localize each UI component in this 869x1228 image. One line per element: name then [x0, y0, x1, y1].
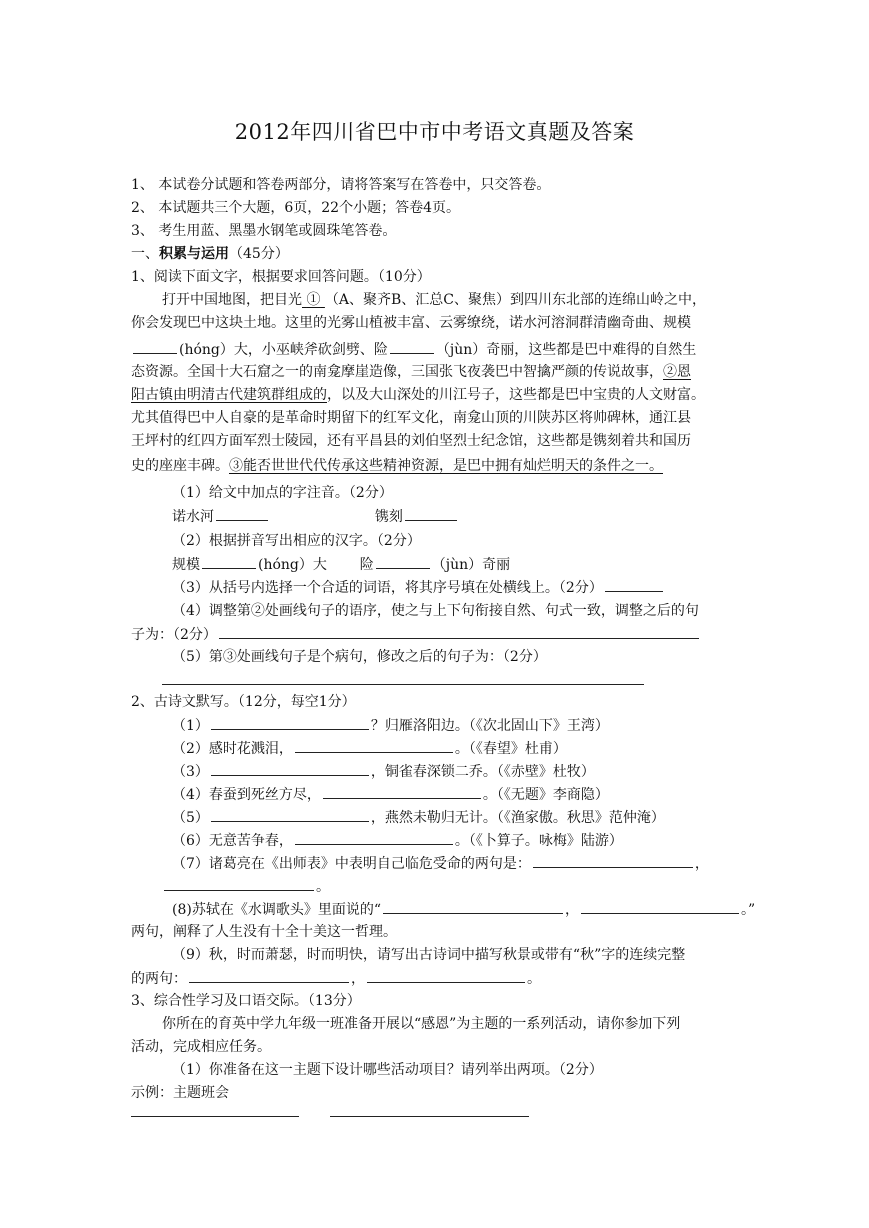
q1-heading: 1、阅读下面文字，根据要求回答问题。（10分） [131, 269, 431, 285]
poem-line-3 [172, 760, 782, 784]
poem-text: 。 [316, 879, 330, 895]
poem-line-8b: 两句，阐释了人生没有十全十美这一哲理。 [131, 924, 397, 940]
passage-line-3 [131, 338, 741, 362]
poem-num: （5） [172, 810, 209, 826]
pinyin-jun: （jùn）奇丽 [431, 557, 511, 573]
passage-line-7: 王坪村的红四方面军烈士陵园，还有平昌县的刘伯坚烈士纪念馆，这些都是镌刻着共和国历 [131, 433, 691, 449]
note-3: 3、 考生用蓝、黑墨水钢笔或圆珠笔答卷。 [131, 223, 397, 239]
underlined-sentence-3: ③能否世世代代传承这些精神资源，是巴中拥有灿烂明天的条件之一。 [229, 458, 663, 474]
subq-4-answer [131, 623, 741, 647]
section-heading [131, 243, 741, 266]
poem-line-7b [162, 875, 772, 899]
poem-blank[interactable] [211, 760, 369, 776]
poem-text: 的两句： [131, 971, 187, 987]
poem-blank[interactable] [211, 806, 369, 822]
poem-blank[interactable] [189, 967, 349, 983]
poem-line-4 [172, 783, 782, 807]
page-title: 2012年四川省巴中市中考语文真题及答案 [234, 120, 635, 144]
answer-line-activity-1[interactable] [131, 1116, 299, 1117]
q3-subq-1-score: （2分） [558, 1062, 603, 1078]
poem-text: (8)苏轼在《水调歌头》里面说的“ [172, 902, 381, 918]
poem-text: （6）无意苦争春， [172, 833, 293, 849]
passage-line-4 [131, 361, 741, 384]
q3-example: 示例：主题班会 [131, 1085, 229, 1101]
q2-heading: 2、古诗文默写。（12分，每空1分） [131, 694, 356, 710]
poem-blank[interactable] [164, 875, 314, 891]
poem-text: （2）感时花溅泪， [172, 741, 293, 757]
blank-1-number: ① [306, 292, 321, 308]
poem-blank[interactable] [533, 852, 693, 868]
pinyin-hong: (hóng）大 [258, 557, 327, 573]
poem-text: ， [694, 856, 709, 872]
pinyin-blank-hong[interactable] [133, 338, 177, 354]
poem-text: 。” [741, 902, 756, 918]
poem-text: ，铜雀春深锁二乔。（《赤壁》杜牧） [370, 764, 595, 780]
subq-1-answers [172, 505, 782, 529]
subq-3-text: （3）从括号内选择一个合适的词语，将其序号填在处横线上。（2分） [172, 580, 603, 596]
subq-4: （4）调整第②处画线句子的语序，使之与上下句衔接自然、句式一致，调整之后的句 [172, 603, 699, 619]
poem-blank[interactable] [295, 737, 453, 753]
q3-subq-1 [172, 1059, 782, 1082]
poem-line-8 [172, 898, 782, 922]
answer-blank-jun[interactable] [376, 553, 430, 569]
poem-text: ， [351, 971, 365, 987]
poem-line-2 [172, 737, 782, 761]
passage-text: 史的座座丰碑。 [131, 458, 229, 474]
section-label: 积累与运用 [159, 246, 229, 262]
answer-blank-q3[interactable] [605, 576, 663, 592]
q3-heading: 3、综合性学习及口语交际。（13分） [131, 993, 361, 1009]
poem-line-1 [172, 714, 782, 738]
pinyin-blank-jun[interactable] [390, 338, 434, 354]
poem-line-6 [172, 829, 782, 853]
note-2: 2、 本试题共三个大题，6页，22个小题；答卷4页。 [131, 200, 460, 216]
passage-line-1 [162, 289, 772, 312]
answer-line-activity-2[interactable] [330, 1116, 529, 1117]
blank-1-marker [302, 292, 325, 308]
underlined-sentence-2: 阳古镇由明清古代建筑群组成的 [131, 387, 327, 403]
poem-text: （4）春蚕到死丝方尽， [172, 787, 321, 803]
poem-line-9: （9）秋，时而萧瑟，时而明快，请写出古诗词中描写秋景或带有“秋”字的连续完整 [172, 947, 686, 963]
poem-blank[interactable] [367, 967, 525, 983]
poem-line-7 [172, 852, 782, 876]
poem-text: 。（《卜算子。咏梅》陆游） [454, 833, 623, 849]
subq-4-text: 子为：（2分） [131, 627, 217, 643]
underlined-sentence-2: ②恩 [663, 364, 691, 380]
poem-blank[interactable] [323, 783, 481, 799]
q3-paragraph-2: 活动，完成相应任务。 [131, 1039, 271, 1055]
passage-text: 打开中国地图，把目光 [162, 292, 302, 308]
section-score: （45分） [229, 246, 289, 262]
poem-line-9b [131, 967, 741, 991]
poem-text: ，燕然未勒归无计。（《渔家傲。秋思》范仲淹） [370, 810, 665, 826]
subq-3 [172, 576, 782, 600]
q3-subq-1-text: （1）你准备在这一主题下设计哪些活动项目？请列举出两项。 [172, 1062, 559, 1078]
passage-line-5 [131, 384, 741, 407]
poem-text: ？归雁洛阳边。（《次北固山下》王湾） [370, 718, 609, 734]
note-1: 1、 本试卷分试题和答卷两部分，请将答案写在答卷中，只交答卷。 [131, 177, 551, 193]
passage-text: (hóng）大，小巫峡斧砍剑劈、险 [179, 342, 388, 358]
poem-text: 。（《无题》李商隐） [482, 787, 609, 803]
poem-text: 。（《春望》杜甫） [454, 741, 567, 757]
passage-text: 态资源。全国十大石窟之一的南龛摩崖造像，三国张飞夜袭巴中智擒严颜的传说故事， [131, 364, 663, 380]
subq-2: （2）根据拼音写出相应的汉字。（2分） [172, 533, 421, 549]
passage-line-6: 尤其值得巴中人自豪的是革命时期留下的红军文化，南龛山顶的川陕苏区将帅碑林，通江县 [131, 410, 691, 426]
subq-1: （1）给文中加点的字注音。（2分） [172, 485, 393, 501]
word-nuoshuihe: 诺水河 [172, 509, 214, 525]
poem-blank[interactable] [211, 714, 369, 730]
passage-text: （A、聚齐B、汇总C、聚焦）到四川东北部的连绵山岭之中， [324, 292, 707, 308]
section-prefix: 一、 [131, 246, 159, 262]
answer-blank-hong[interactable] [202, 553, 256, 569]
passage-text: （jùn）奇丽，这些都是巴中难得的自然生 [435, 342, 697, 358]
poem-num: （3） [172, 764, 209, 780]
answer-blank-q4[interactable] [219, 623, 699, 639]
answer-blank-juan[interactable] [405, 505, 457, 521]
poem-blank[interactable] [581, 898, 739, 914]
subq-2-answers [172, 553, 782, 577]
word-guimo: 规模 [172, 557, 200, 573]
poem-line-5 [172, 806, 782, 830]
subq-5: （5）第③处画线句子是个病句，修改之后的句子为：（2分） [172, 649, 547, 665]
word-xian: 险 [359, 557, 374, 573]
poem-text: （7）诸葛亮在《出师表》中表明自己临危受命的两句是： [172, 856, 531, 872]
poem-text: ， [565, 902, 579, 918]
q3-paragraph-1: 你所在的育英中学九年级一班准备开展以“感恩”为主题的一系列活动，请你参加下列 [162, 1016, 681, 1032]
poem-blank[interactable] [295, 829, 453, 845]
passage-line-2: 你会发现巴中这块土地。这里的光雾山植被丰富、云雾缭绕，诺水河溶洞群清幽奇曲、规模 [131, 315, 691, 331]
poem-text: 。 [527, 971, 541, 987]
answer-line-q5[interactable] [162, 684, 644, 685]
passage-text: ，以及大山深处的川江号子，这些都是巴中宝贵的人文财富。 [327, 387, 705, 403]
answer-blank-nuo[interactable] [216, 505, 268, 521]
passage-line-8 [131, 455, 741, 478]
word-juanke: 镌刻 [374, 509, 403, 525]
poem-blank[interactable] [383, 898, 563, 914]
poem-num: （1） [172, 718, 209, 734]
